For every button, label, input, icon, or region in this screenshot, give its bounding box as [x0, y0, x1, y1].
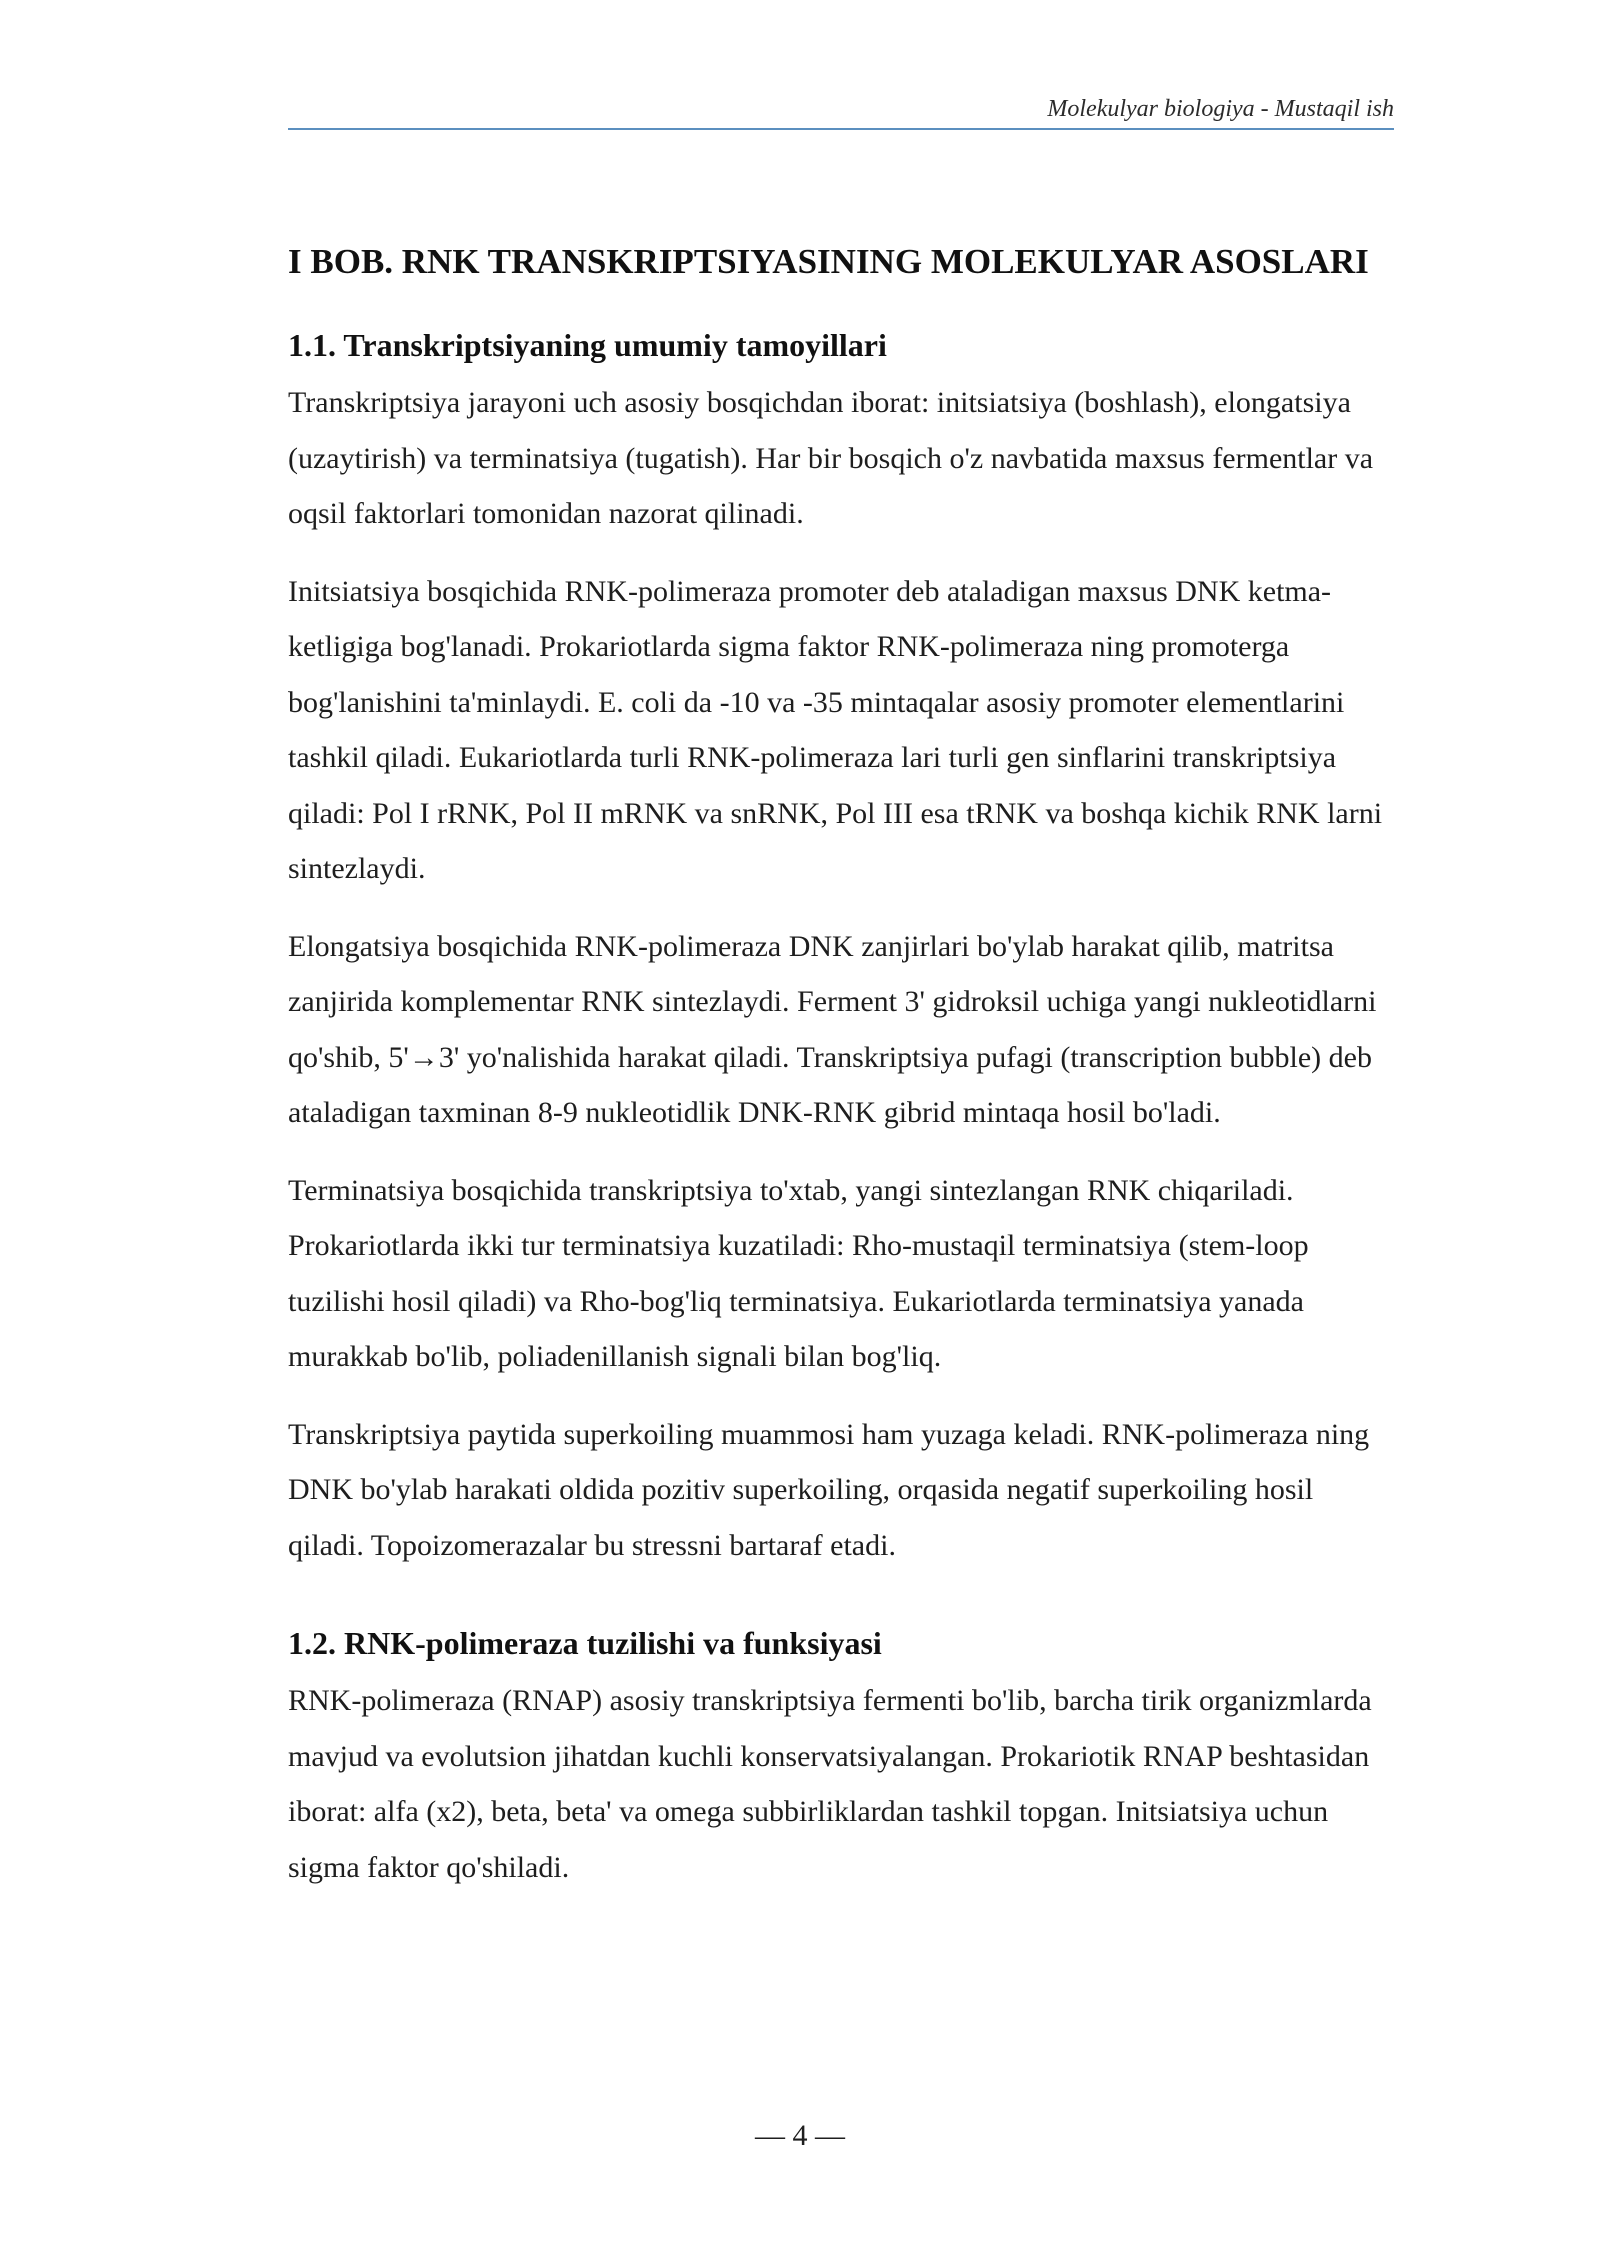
section-title-1-1: 1.1. Transkriptsiyaning umumiy tamoyillari	[288, 327, 887, 363]
paragraph: Terminatsiya bosqichida transkriptsiya to'xtab, yangi sintezlangan RNK chiqariladi. Prokariotlarda ikki tur terminatsiya kuzatiladi: Rho-mustaqil terminatsiya (stem-loop tuzilishi hosil qiladi) va Rho-bog'liq terminatsiya. Eukariotlarda terminatsiya yanada murakkab bo'lib, poliadenillanish signali bilan bog'liq.	[288, 1173, 1309, 1373]
page-number: — 4 —	[755, 2119, 845, 2152]
running-header: Molekulyar biologiya - Mustaqil ish	[1047, 96, 1394, 122]
paragraph: RNK-polimeraza (RNAP) asosiy transkriptsiya fermenti bo'lib, barcha tirik organizmlarda mavjud va evolutsion jihatdan kuchli konservatsiyalangan. Prokariotik RNAP beshtasidan iborat: alfa (x2), beta, beta' va omega subbirliklardan tashkil topgan. Initsiatsiya uchun sigma faktor qo'shiladi.	[288, 1684, 1372, 1884]
page-content	[288, 240, 1394, 1917]
paragraph: Elongatsiya bosqichida RNK-polimeraza DNK zanjirlari bo'ylab harakat qilib, matritsa zanjirida komplementar RNK sintezlaydi. Ferment 3' gidroksil uchiga yangi nukleotidlarni qo'shib, 5'→3' yo'nalishida harakat qiladi. Transkriptsiya pufagi (transcription bubble) deb ataladigan taxminan 8-9 nukleotidlik DNK-RNK gibrid mintaqa hosil bo'ladi.	[288, 929, 1377, 1129]
paragraph: Initsiatsiya bosqichida RNK-polimeraza promoter deb ataladigan maxsus DNK ketma-ketligiga bog'lanadi. Prokariotlarda sigma faktor RNK-polimeraza ning promoterga bog'lanishini ta'minlaydi. E. coli da -10 va -35 mintaqalar asosiy promoter elementlarini tashkil qiladi. Eukariotlarda turli RNK-polimeraza lari turli gen sinflarini transkriptsiya qiladi: Pol I rRNK, Pol II mRNK va snRNK, Pol III esa tRNK va boshqa kichik RNK larni sintezlaydi.	[288, 574, 1383, 885]
section-title-1-2: 1.2. RNK-polimeraza tuzilishi va funksiyasi	[288, 1625, 882, 1661]
chapter-title: I BOB. RNK TRANSKRIPTSIYASINING MOLEKULYAR ASOSLARI	[288, 242, 1369, 281]
header-divider	[288, 128, 1394, 130]
paragraph: Transkriptsiya jarayoni uch asosiy bosqichdan iborat: initsiatsiya (boshlash), elongatsiya (uzaytirish) va terminatsiya (tugatish). Har bir bosqich o'z navbatida maxsus fermentlar va oqsil faktorlari tomonidan nazorat qilinadi.	[288, 386, 1374, 530]
paragraph: Transkriptsiya paytida superkoiling muammosi ham yuzaga keladi. RNK-polimeraza ning DNK bo'ylab harakati oldida pozitiv superkoiling, orqasida negatif superkoiling hosil qiladi. Topoizomerazalar bu stressni bartaraf etadi.	[288, 1417, 1370, 1562]
